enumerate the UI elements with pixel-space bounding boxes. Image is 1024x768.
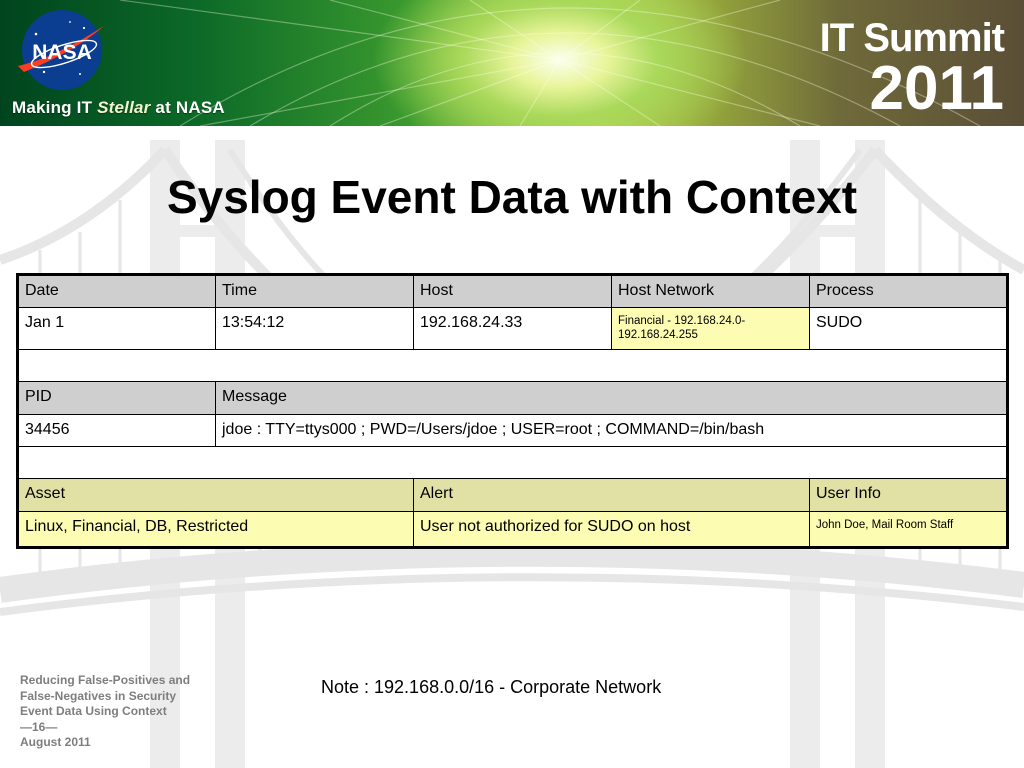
table-header-row [18, 382, 1008, 415]
spacer-cell [18, 447, 1008, 479]
cell-user-info: John Doe, Mail Room Staff [810, 512, 1008, 548]
cell-alert: User not authorized for SUDO on host [414, 512, 810, 548]
event-title: IT Summit [819, 16, 1004, 60]
table-header-row [18, 479, 1008, 512]
header-host: Host [414, 275, 612, 308]
header-process: Process [810, 275, 1008, 308]
cell-asset: Linux, Financial, DB, Restricted [18, 512, 414, 548]
header-date: Date [18, 275, 216, 308]
header-message: Message [216, 382, 1008, 415]
slide-title: Syslog Event Data with Context [166, 171, 858, 223]
table-row [18, 415, 1008, 447]
spacer-cell [18, 350, 1008, 382]
table-row [18, 512, 1008, 548]
cell-process: SUDO [810, 308, 1008, 350]
header-alert: Alert [414, 479, 810, 512]
tagline-prefix: Making IT [12, 98, 98, 117]
header-host-network: Host Network [612, 275, 810, 308]
footer-line: False-Negatives in Security [20, 688, 177, 703]
cell-date: Jan 1 [18, 308, 216, 350]
footer-page-number: —16— [20, 719, 58, 734]
footer-text [20, 673, 220, 751]
header-asset: Asset [18, 479, 414, 512]
cell-message: jdoe : TTY=ttys000 ; PWD=/Users/jdoe ; USER=root ; COMMAND=/bin/bash [216, 415, 1008, 447]
cell-host-network: Financial - 192.168.24.0-192.168.24.255 [612, 308, 810, 350]
table-header-row [18, 275, 1008, 308]
event-year: 2011 [869, 54, 1004, 123]
header-time: Time [216, 275, 414, 308]
nasa-logo-text: NASA [32, 41, 92, 64]
cell-host: 192.168.24.33 [414, 308, 612, 350]
header-user-info: User Info [810, 479, 1008, 512]
header-banner [0, 0, 1024, 126]
tagline-stellar: Stellar [97, 98, 151, 117]
table-spacer-row [18, 350, 1008, 382]
tagline [12, 98, 225, 118]
table-spacer-row [18, 447, 1008, 479]
table-row [18, 308, 1008, 350]
nasa-logo-icon [14, 8, 110, 92]
footer-line: Event Data Using Context [20, 704, 167, 718]
tagline-suffix: at NASA [150, 98, 225, 117]
footer-line: Reducing False-Positives and [20, 673, 191, 687]
cell-time: 13:54:12 [216, 308, 414, 350]
network-note: Note : 192.168.0.0/16 - Corporate Network [321, 677, 662, 697]
syslog-event-table [16, 273, 1009, 549]
header-pid: PID [18, 382, 216, 415]
footer-date: August 2011 [20, 735, 91, 749]
cell-pid: 34456 [18, 415, 216, 447]
